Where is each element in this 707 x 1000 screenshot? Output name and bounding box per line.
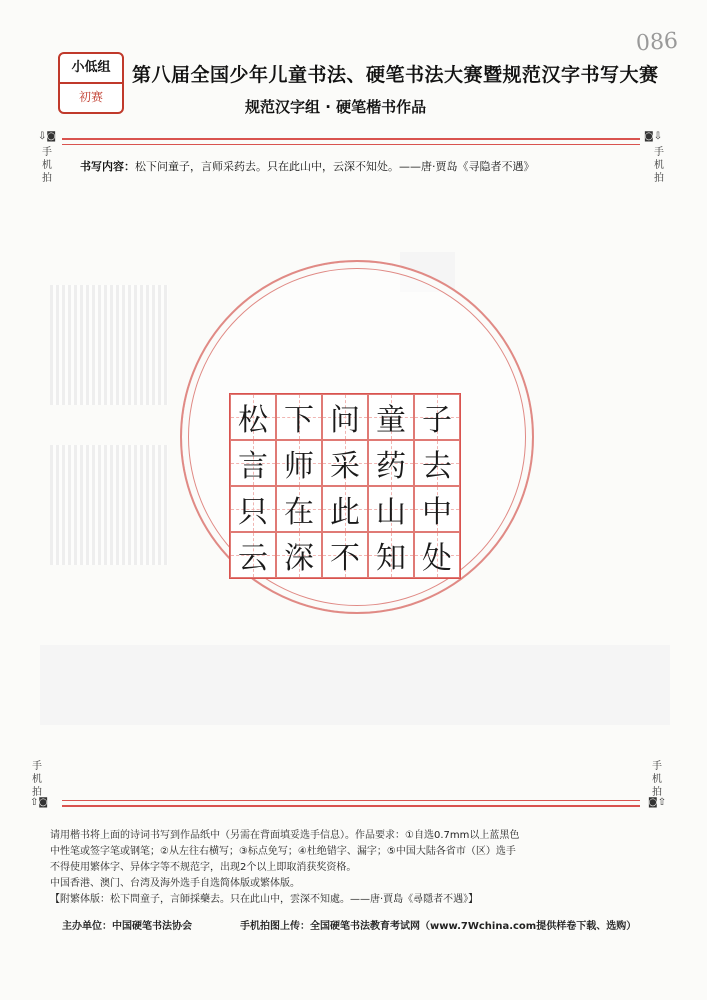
grid-char: 云 — [238, 541, 268, 576]
grid-cell — [414, 440, 460, 486]
grid-cell — [276, 532, 322, 578]
grid-cell — [230, 394, 276, 440]
grid-cell — [230, 440, 276, 486]
requirements-text — [50, 828, 650, 908]
grid-cell — [368, 532, 414, 578]
top-divider-inner — [62, 144, 640, 145]
grid-char: 此 — [330, 495, 360, 530]
grid-char: 松 — [238, 403, 268, 438]
footer-organizer: 主办单位：中国硬笔书法协会 — [62, 921, 192, 932]
badge-round-label: 初赛 — [78, 90, 103, 104]
grid-cell — [276, 486, 322, 532]
side-label-top-left: 手机拍 — [42, 147, 52, 184]
grid-cell — [322, 532, 368, 578]
grid-cell — [276, 440, 322, 486]
grid-char: 言 — [238, 449, 268, 484]
writing-content-label: 书写内容： — [80, 160, 135, 173]
grid-cell — [414, 394, 460, 440]
bleed-through-qr-code — [50, 445, 168, 565]
camera-icon: ◙⇧ — [648, 797, 667, 808]
requirements-line: 中国香港、澳门、台湾及海外选手自选简体版或繁体版。 — [50, 878, 300, 889]
writing-content-text: 松下问童子，言师采药去。只在此山中，云深不知处。——唐·贾岛《寻隐者不遇》 — [135, 160, 535, 173]
grid-cell — [414, 486, 460, 532]
grid-char: 深 — [284, 541, 314, 576]
grid-char: 不 — [330, 541, 360, 576]
grid-char: 问 — [330, 403, 360, 438]
grid-char: 处 — [422, 541, 452, 576]
side-label-top-right: 手机拍 — [654, 147, 664, 184]
grid-char: 去 — [422, 449, 452, 484]
bleed-through-qr-code — [50, 285, 168, 405]
grid-cell — [368, 486, 414, 532]
grid-char: 下 — [284, 403, 314, 438]
camera-icon: ◙⇩ — [644, 131, 663, 142]
handwritten-number: 086 — [635, 28, 679, 57]
footer-upload: 手机拍图上传：全国硬笔书法教育考试网（www.7Wchina.com提供样卷下载、选购） — [240, 921, 637, 932]
requirements-line: 中性笔或签字笔或钢笔；②从左往右横写；③标点免写；④杜绝错字、漏字；⑤中国大陆各省市（区）选手 — [50, 846, 516, 857]
grid-cell — [322, 486, 368, 532]
grid-cell — [276, 394, 322, 440]
grid-cell — [368, 440, 414, 486]
bottom-divider-inner — [62, 800, 640, 801]
group-badge — [58, 52, 124, 114]
page-title: 第八届全国少年儿童书法、硬笔书法大赛暨规范汉字书写大赛 — [132, 64, 659, 86]
grid-char: 山 — [376, 495, 406, 530]
grid-cell — [230, 486, 276, 532]
grid-cell — [230, 532, 276, 578]
side-label-bottom-right: 手机拍 — [652, 761, 662, 798]
page-subtitle: 规范汉字组 · 硬笔楷书作品 — [245, 98, 427, 116]
grid-char: 子 — [422, 403, 452, 438]
grid-cell — [368, 394, 414, 440]
bleed-through-block — [40, 645, 670, 725]
requirements-line: 【附繁体版：松下問童子，言師採藥去。只在此山中，雲深不知處。——唐·賈島《尋隱者不遇》】 — [50, 894, 479, 905]
grid-char: 知 — [376, 541, 406, 576]
grid-char: 师 — [284, 449, 314, 484]
camera-icon: ⇧◙ — [30, 797, 49, 808]
side-label-bottom-left: 手机拍 — [32, 761, 42, 798]
grid-char: 中 — [422, 495, 452, 530]
requirements-line: 不得使用繁体字、异体字等不规范字，出现2个以上即取消获奖资格。 — [50, 862, 357, 873]
grid-cell — [414, 532, 460, 578]
grid-cell — [322, 440, 368, 486]
grid-char: 采 — [330, 449, 360, 484]
top-divider — [62, 138, 640, 140]
bottom-divider — [62, 805, 640, 807]
grid-cell — [322, 394, 368, 440]
grid-char: 只 — [238, 495, 268, 530]
grid-char: 在 — [284, 495, 314, 530]
grid-char: 童 — [376, 403, 406, 438]
requirements-line: 请用楷书将上面的诗词书写到作品纸中（另需在背面填妥选手信息）。作品要求：①自选0.7mm以上蓝黑色 — [50, 830, 520, 841]
camera-icon: ⇩◙ — [38, 131, 57, 142]
writing-grid — [229, 393, 461, 579]
badge-group-label: 小低组 — [60, 54, 122, 84]
writing-content — [80, 158, 535, 174]
grid-char: 药 — [376, 449, 406, 484]
